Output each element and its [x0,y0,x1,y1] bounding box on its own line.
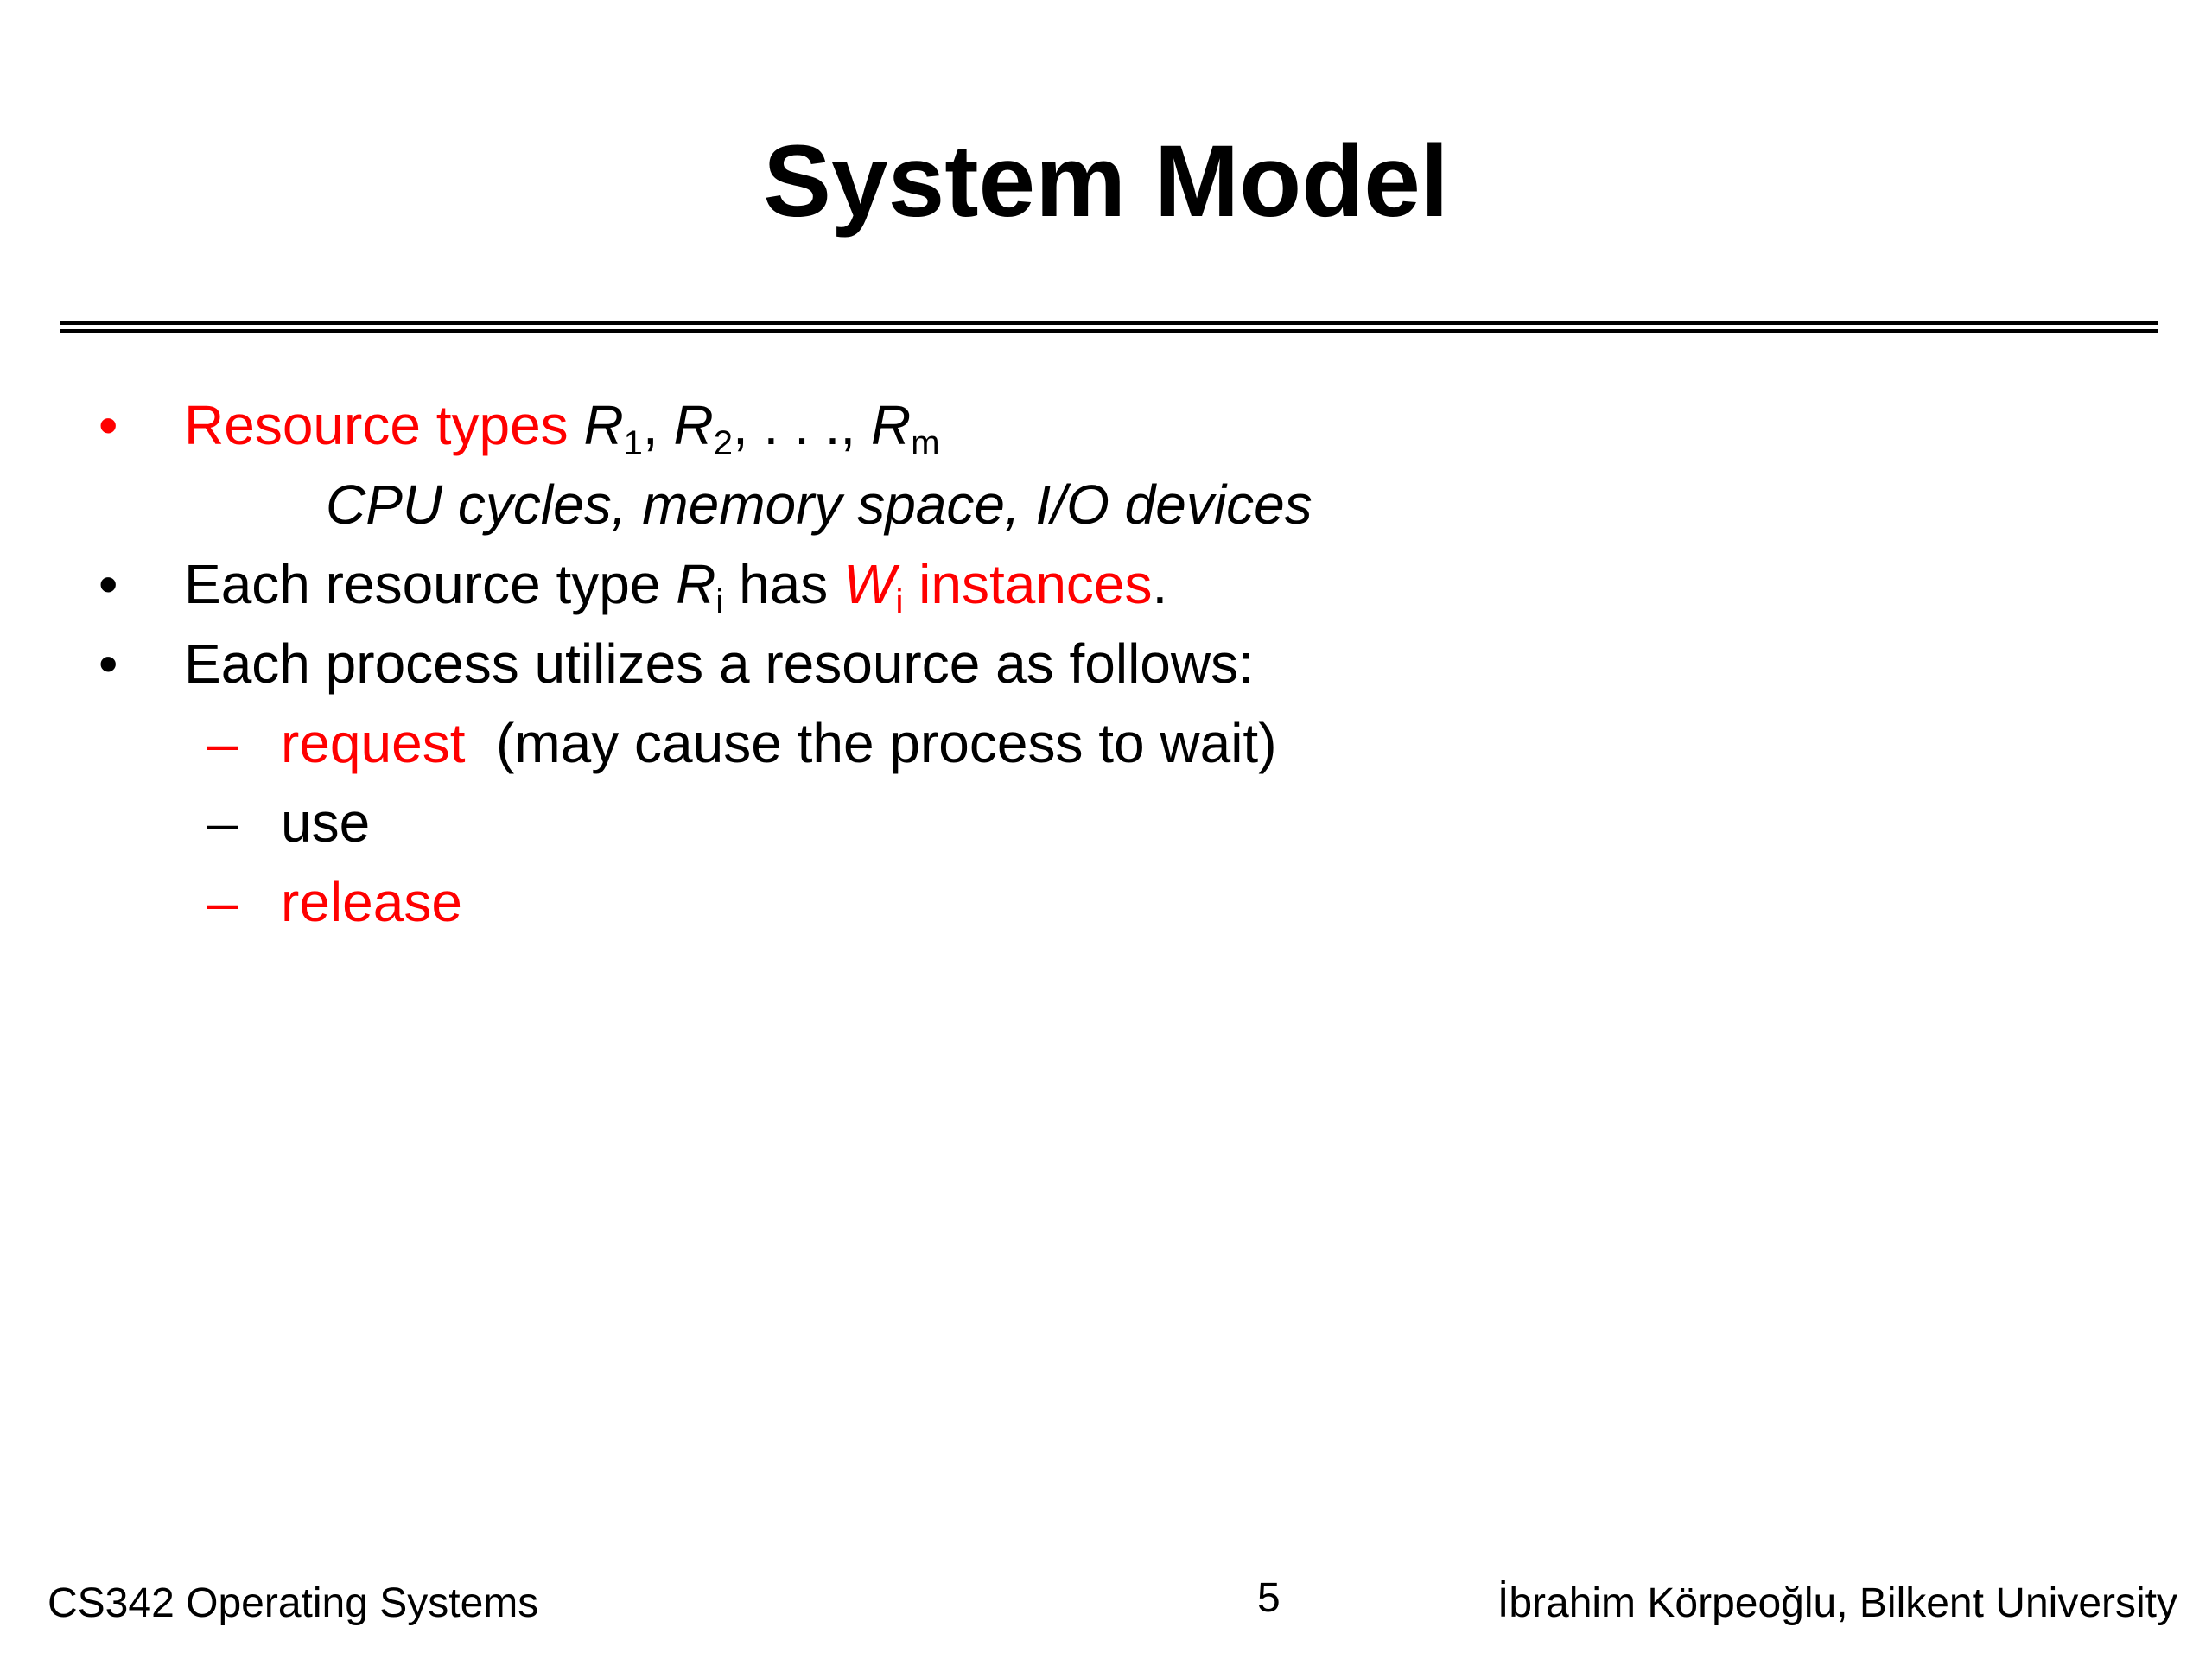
period: . [1152,553,1168,615]
step-use: use [281,791,371,854]
resource-symbol: R [583,394,624,456]
step-request-label: request [281,712,466,774]
resource-symbol: R [676,553,716,615]
title-divider-top [60,321,2158,325]
step-release: release [281,871,462,933]
resource-types-label: Resource types [184,394,569,456]
bullet-instances [184,550,1167,619]
footer-course: CS342 Operating Systems [48,1580,539,1626]
resource-examples: CPU cycles, memory space, I/O devices [326,474,1313,536]
slide-title: System Model [763,124,1449,238]
resource-subscript-i: i [715,583,724,621]
instances-symbol: W [843,553,896,615]
resource-subscript-1: 1 [623,424,643,462]
bullet-process-usage: Each process utilizes a resource as follows: [184,632,1254,695]
title-divider-bottom [60,329,2158,333]
step-request [281,709,1277,778]
step-marker: – [207,871,238,933]
bullet-marker: • [99,394,118,456]
instances-label: instances [903,553,1153,615]
bullet-marker: • [99,632,118,695]
step-request-note: (may cause the process to wait) [496,712,1277,774]
bullet-marker: • [99,553,118,615]
resource-symbol: R [673,394,714,456]
instances-subscript-i: i [895,583,904,621]
footer-page-number: 5 [1257,1575,1281,1621]
resource-symbol: R [870,394,912,456]
resource-subscript-m: m [911,424,940,462]
step-marker: – [207,791,238,854]
has-text: has [723,553,844,615]
step-marker: – [207,712,238,774]
separator: , [642,394,674,456]
ellipsis: , . . ., [732,394,871,456]
resource-subscript-2: 2 [713,424,733,462]
footer-author: İbrahim Körpeoğlu, Bilkent University [1497,1580,2177,1626]
instances-prefix: Each resource type [184,553,677,615]
bullet-resource-types [184,391,940,460]
